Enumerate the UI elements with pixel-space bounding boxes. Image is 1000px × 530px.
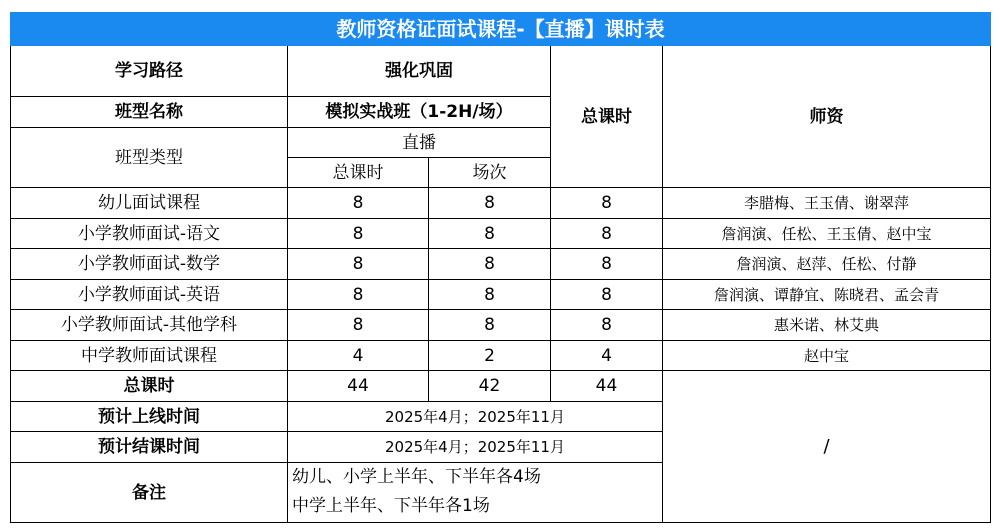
table-row	[11, 310, 991, 341]
course-hours: 8	[288, 188, 429, 219]
table-row	[11, 219, 991, 249]
end-label: 预计结课时间	[11, 432, 288, 463]
course-sessions: 8	[429, 188, 551, 219]
totals-row	[11, 371, 991, 402]
course-total: 8	[551, 219, 663, 249]
totals-label: 总课时	[11, 371, 288, 402]
schedule-table	[10, 12, 991, 523]
hours-subheader: 总课时	[288, 158, 429, 188]
course-total: 8	[551, 188, 663, 219]
course-sessions: 8	[429, 249, 551, 280]
teachers-header: 师资	[663, 46, 991, 188]
table-title: 教师资格证面试课程-【直播】课时表	[11, 13, 991, 46]
course-sessions: 8	[429, 219, 551, 249]
title-row	[11, 13, 991, 46]
course-hours: 8	[288, 249, 429, 280]
course-name: 小学教师面试-数学	[11, 249, 288, 280]
table-row	[11, 249, 991, 280]
course-sessions: 2	[429, 341, 551, 371]
course-total: 8	[551, 249, 663, 280]
notes-line-2: 中学上半年、下半年各1场	[292, 496, 490, 516]
table-row	[11, 280, 991, 310]
notes-label: 备注	[11, 463, 288, 523]
course-name: 中学教师面试课程	[11, 341, 288, 371]
teachers-placeholder: /	[663, 371, 991, 523]
sessions-subheader: 场次	[429, 158, 551, 188]
course-name: 小学教师面试-其他学科	[11, 310, 288, 341]
class-name-value: 模拟实战班（1-2H/场）	[288, 97, 551, 128]
course-sessions: 8	[429, 280, 551, 310]
notes-line-1: 幼儿、小学上半年、下半年各4场	[292, 467, 541, 487]
end-value: 2025年4月；2025年11月	[288, 432, 663, 463]
table-row	[11, 188, 991, 219]
launch-value: 2025年4月；2025年11月	[288, 402, 663, 432]
course-total: 4	[551, 341, 663, 371]
course-total: 8	[551, 280, 663, 310]
table-row	[11, 341, 991, 371]
total-hours-header: 总课时	[551, 46, 663, 188]
course-sessions: 8	[429, 310, 551, 341]
path-label: 学习路径	[11, 46, 288, 97]
course-teachers: 赵中宝	[663, 341, 991, 371]
totals-hours: 44	[288, 371, 429, 402]
course-hours: 4	[288, 341, 429, 371]
course-name: 小学教师面试-英语	[11, 280, 288, 310]
course-teachers: 李腊梅、王玉倩、谢翠萍	[663, 188, 991, 219]
course-teachers: 惠米诺、林艾典	[663, 310, 991, 341]
course-total: 8	[551, 310, 663, 341]
course-teachers: 詹润演、谭静宜、陈晓君、孟会青	[663, 280, 991, 310]
class-type-value: 直播	[288, 128, 551, 158]
course-hours: 8	[288, 310, 429, 341]
course-teachers: 詹润演、任松、王玉倩、赵中宝	[663, 219, 991, 249]
totals-sessions: 42	[429, 371, 551, 402]
class-name-label: 班型名称	[11, 97, 288, 128]
header-row-path	[11, 46, 991, 97]
course-hours: 8	[288, 280, 429, 310]
course-hours: 8	[288, 219, 429, 249]
launch-label: 预计上线时间	[11, 402, 288, 432]
course-name: 幼儿面试课程	[11, 188, 288, 219]
class-type-label: 班型类型	[11, 128, 288, 188]
path-value: 强化巩固	[288, 46, 551, 97]
totals-total: 44	[551, 371, 663, 402]
course-teachers: 詹润演、赵萍、任松、付静	[663, 249, 991, 280]
course-name: 小学教师面试-语文	[11, 219, 288, 249]
notes-content	[288, 463, 663, 523]
